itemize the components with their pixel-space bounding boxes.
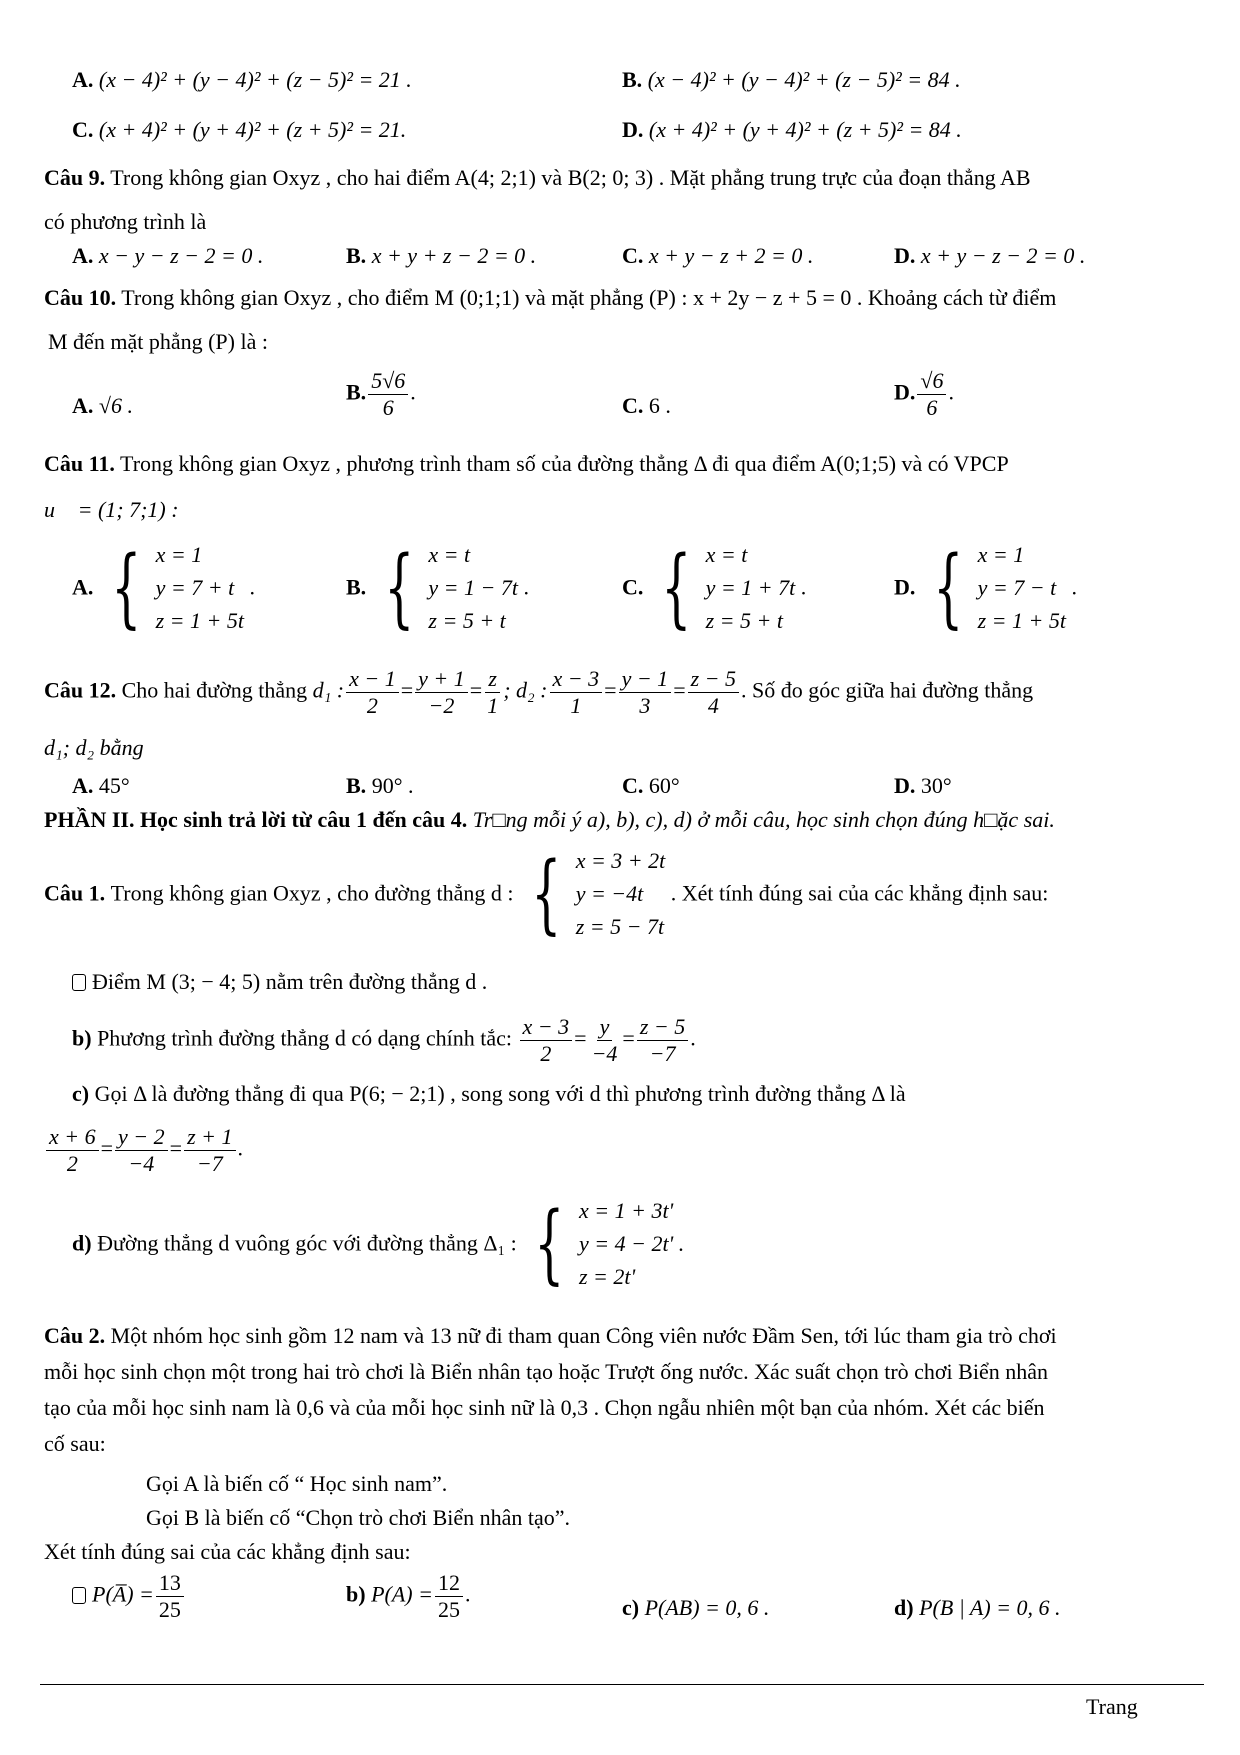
p2q2-instruction: Xét tính đúng sai của các khẳng định sau: [44,1539,411,1564]
q12-option-a: A. 45° [72,773,130,798]
p2q1-statement-c: c) Gọi Δ là đường thẳng đi qua P(6; − 2;1) , song song với d thì phương trình đường thẳng Δ là [72,1081,906,1106]
q8-option-d: D. (x + 4)² + (y + 4)² + (z + 5)² = 84 . [622,117,962,142]
q8-option-a: A. (x − 4)² + (y − 4)² + (z − 5)² = 21 . [72,67,412,92]
q12-option-c: C. 60° [622,773,680,798]
q9-option-c: C. x + y − z + 2 = 0 . [622,243,814,268]
page-footer-label: Trang [1086,1694,1138,1719]
p2q2-line2: mỗi học sinh chọn một trong hai trò chơi là Biển nhân tạo hoặc Trượt ống nước. Xác suất chọn trò chơi Biển nhân [44,1359,1048,1384]
q10-option-c: C. 6 . [622,393,671,418]
p2q1-statement-d: d) Đường thẳng d vuông góc với đường thẳng Δ₁ : { x = 1 + 3t' y = 4 − 2t' . z = 2t' [72,1193,685,1294]
p2q2-statement-d: d) P(B | A) = 0, 6 . [894,1595,1061,1620]
q9-option-b: B. x + y + z − 2 = 0 . [346,243,537,268]
p2q1-statement-c-equation: $\frac{x + 6}{2}$ = $\frac{y - 2}{-4}$ = $\frac{z + 1}{-7}$ . [44,1124,243,1177]
q9-option-a: A. x − y − z − 2 = 0 . [72,243,264,268]
p2q2-event-a: Gọi A là biến cố “ Học sinh nam”. [146,1471,448,1496]
q9-option-d: D. x + y − z − 2 = 0 . [894,243,1086,268]
checkbox-icon [72,974,86,991]
checkbox-icon [72,1587,86,1604]
q12-stem-line1: Câu 12. Cho hai đường thẳng d₁ : $\frac{x - 1}{2}$ = $\frac{y + 1}{-2}$ = $\frac{z}{1}$ ; d₂ : $\frac{x - 3}{1}$ = $\frac{y - 1}{3}$ = $\frac{z - 5}{4}$ . Số đo góc giữa hai đường thẳng [44,666,1034,718]
q10-stem-line2: M đến mặt phẳng (P) là : [48,329,268,354]
q12-option-d: D. 30° [894,773,952,798]
q11-option-a: A. { x = 1 y = 7 + t z = 1 + 5t . [72,537,255,638]
q12-stem-line2: d₁; d₂ bằng [44,735,144,760]
p2q1-stem: Câu 1. Trong không gian Oxyz , cho đường thẳng d : { x = 3 + 2t y = −4t z = 5 − 7t . Xét tính đúng sai của các khẳng định sau: [44,843,1049,944]
p2q2-statement-a: P(A̅) = $\frac{13}{25}$ [72,1570,186,1623]
q8-option-b: B. (x − 4)² + (y − 4)² + (z − 5)² = 84 . [622,67,961,92]
p2q1-statement-a: Điểm M (3; − 4; 5) nằm trên đường thẳng d . [72,968,487,996]
q11-option-b: B. { x = t y = 1 − 7t z = 5 + t . [346,537,529,638]
q11-stem-line1: Câu 11. Trong không gian Oxyz , phương trình tham số của đường thẳng Δ đi qua điểm A(0;1;5) và có VPCP [44,451,1009,476]
part2-heading: PHẦN II. Học sinh trả lời từ câu 1 đến câu 4. Tr□ng mỗi ý a), b), c), d) ở mỗi câu, học sinh chọn đúng h□ặc sai. [44,807,1055,832]
q11-option-c-system: { x = t y = 1 + 7t z = 5 + t [661,537,796,638]
footer-divider [40,1684,1204,1685]
q10-stem-line1: Câu 10. Trong không gian Oxyz , cho điểm M (0;1;1) và mặt phẳng (P) : x + 2y − z + 5 = 0 . Khoảng cách từ điểm [44,285,1057,310]
q10-option-d: D. $\frac{√6}{6}$ . [894,368,954,420]
q10-option-a: A. √6 . [72,393,133,418]
q10-option-b: B. $\frac{5√6}{6}$ . [346,368,416,420]
p2q2-statement-c: c) P(AB) = 0, 6 . [622,1595,770,1620]
q10-option-d-fraction: $\frac{√6}{6}$ [917,368,946,421]
q8-option-c: C. (x + 4)² + (y + 4)² + (z + 5)² = 21. [72,117,407,142]
p2q1-delta1-system: { x = 1 + 3t' y = 4 − 2t' . z = 2t' [534,1193,685,1294]
p2q2-line3: tạo của mỗi học sinh nam là 0,6 và của mỗi học sinh nữ là 0,3 . Chọn ngẫu nhiên một bạn của nhóm. Xét các biến [44,1395,1045,1420]
q12-option-b: B. 90° . [346,773,414,798]
q10-option-b-fraction: $\frac{5√6}{6}$ [368,368,408,421]
q11-option-c: C. { x = t y = 1 + 7t z = 5 + t . [622,537,807,638]
q11-stem-line2: u⃗ = (1; 7;1) : [44,497,179,522]
q9-stem-line1: Câu 9. Trong không gian Oxyz , cho hai điểm A(4; 2;1) và B(2; 0; 3) . Mặt phẳng trung trực của đoạn thẳng AB [44,165,1031,190]
q9-stem-line2: có phương trình là [44,209,207,234]
p2q2-event-b: Gọi B là biến cố “Chọn trò chơi Biển nhân tạo”. [146,1505,571,1530]
q11-option-d-system: { x = 1 y = 7 − t z = 1 + 5t [933,537,1066,638]
q11-option-d: D. { x = 1 y = 7 − t z = 1 + 5t . [894,537,1077,638]
p2q2-line1: Câu 2. Một nhóm học sinh gồm 12 nam và 13 nữ đi tham quan Công viên nước Đầm Sen, tới lúc tham gia trò chơi [44,1323,1057,1348]
p2q2-statement-b: b) P(A) = $\frac{12}{25}$ . [346,1570,471,1622]
q11-option-b-system: { x = t y = 1 − 7t z = 5 + t [383,537,518,638]
q11-option-a-system: { x = 1 y = 7 + t z = 1 + 5t [111,537,244,638]
p2q2-line4: cố sau: [44,1431,106,1456]
p2q1-statement-b: b) Phương trình đường thẳng d có dạng chính tắc: $\frac{x - 3}{2}$ = $\frac{y}{-4}$ = $\frac{z - 5}{-7}$ . [72,1014,696,1066]
p2q1-line-system: { x = 3 + 2t y = −4t z = 5 − 7t [531,843,666,944]
